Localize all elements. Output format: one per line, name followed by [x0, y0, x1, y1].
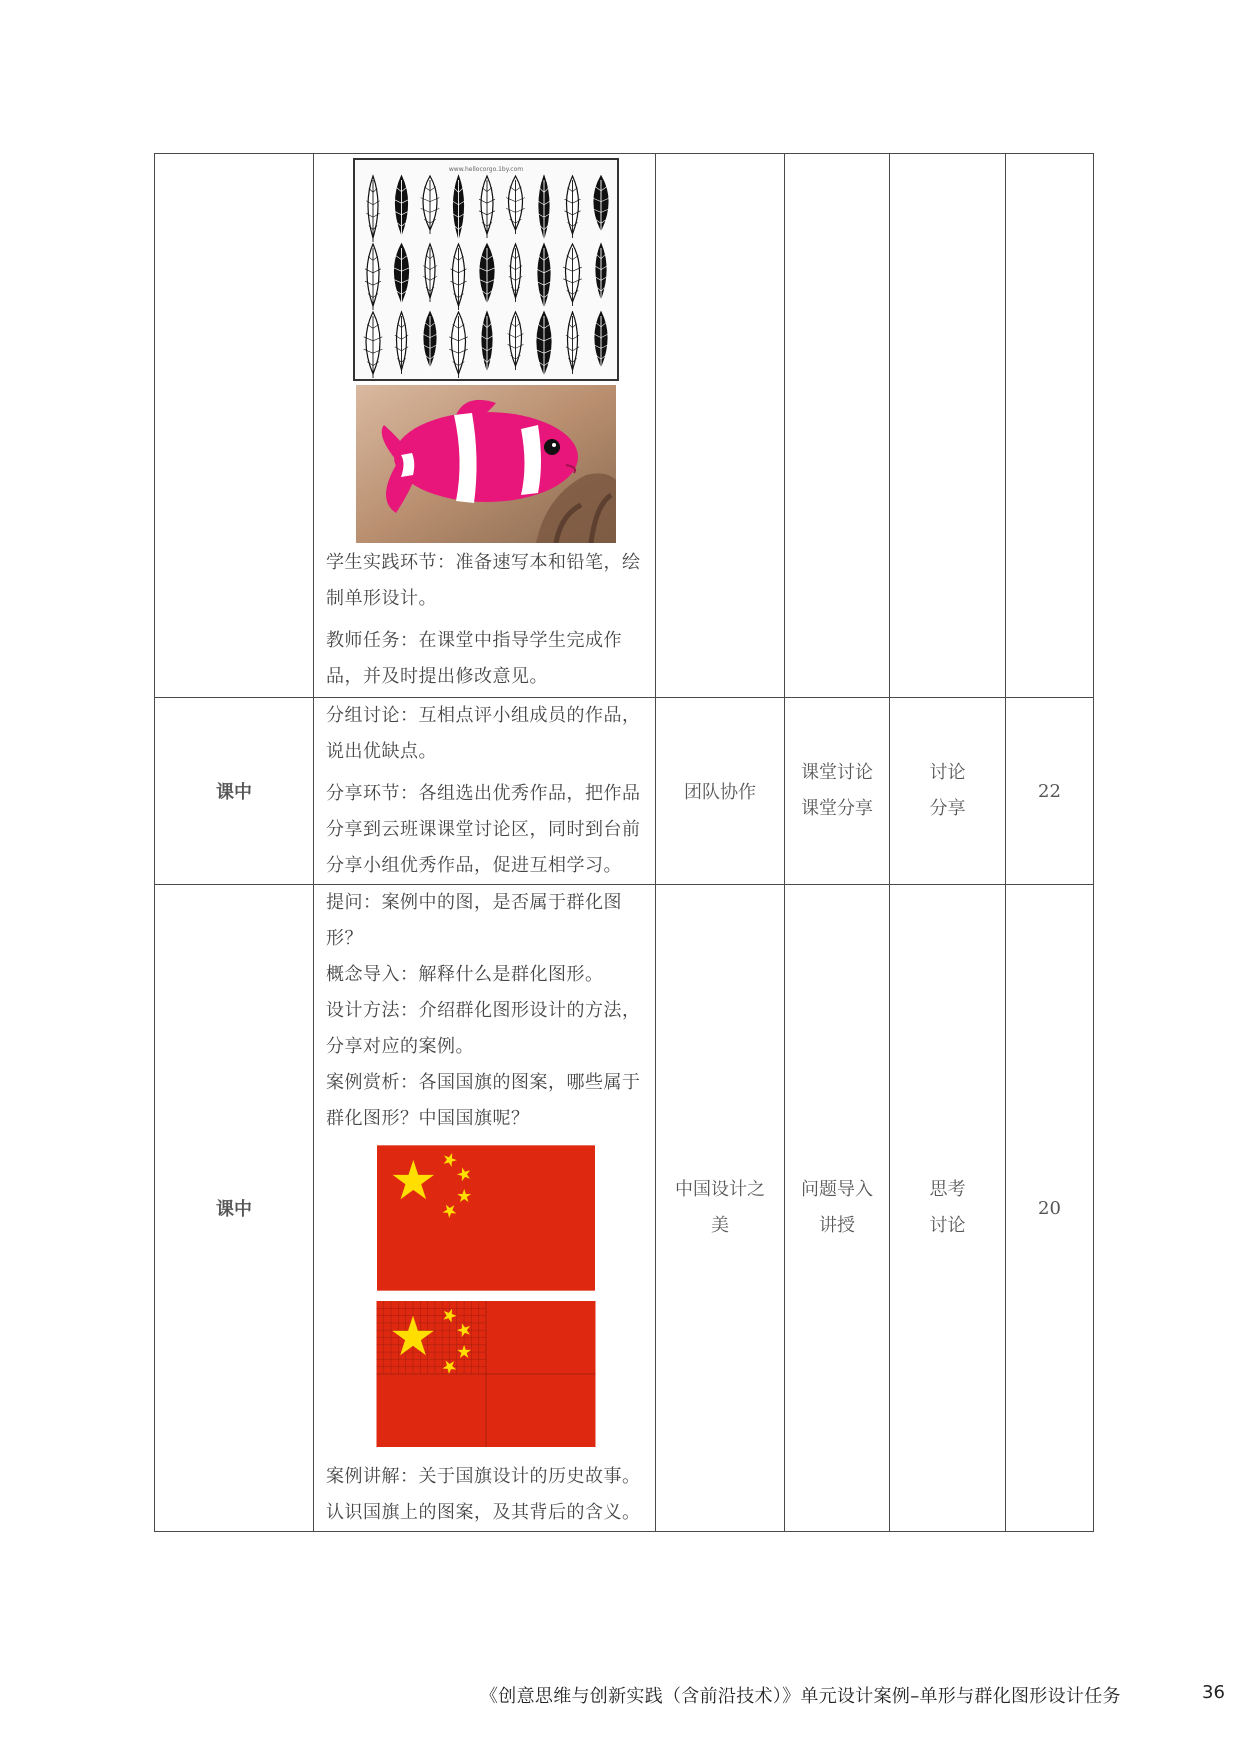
content-cell	[314, 698, 656, 885]
time-cell: 20	[1006, 885, 1094, 1532]
table-row	[155, 698, 1094, 885]
practice-text: 学生实践环节：准备速写本和铅笔，绘制单形设计。	[326, 552, 641, 609]
footer-title: 《创意思维与创新实践（含前沿技术）》单元设计案例–单形与群化图形设计任务	[480, 1686, 1121, 1707]
goal-cell: 团队协作	[656, 698, 785, 885]
method-cell: 问题导入 讲授	[785, 885, 890, 1532]
goal-cell: 中国设计之 美	[656, 885, 785, 1532]
concept-text: 概念导入：解释什么是群化图形。	[326, 964, 604, 985]
stage-cell: 课中	[155, 698, 314, 885]
stage-cell: 课中	[155, 885, 314, 1532]
content-cell	[314, 885, 656, 1532]
page-number: 36	[1202, 1682, 1225, 1703]
lesson-plan-table	[154, 153, 1094, 1532]
case-text: 案例赏析：各国国旗的图案，哪些属于群化图形？中国国旗呢？	[326, 1072, 641, 1129]
chinese-flag-image	[377, 1145, 595, 1291]
stage-cell	[155, 154, 314, 698]
chinese-flag-grid-image	[374, 1301, 598, 1447]
time-cell	[1006, 154, 1094, 698]
teacher-task-text: 教师任务：在课堂中指导学生完成作品，并及时提出修改意见。	[326, 630, 622, 687]
sharing-text: 分享环节：各组选出优秀作品，把作品分享到云班课课堂讨论区，同时到台前分享小组优秀作品，促进互相学习。	[326, 783, 641, 876]
table-row	[155, 885, 1094, 1532]
time-cell: 22	[1006, 698, 1094, 885]
content-cell	[314, 154, 656, 698]
flag-story-text: 案例讲解：关于国旗设计的历史故事。认识国旗上的图案，及其背后的含义。	[326, 1466, 641, 1523]
method-cell	[785, 154, 890, 698]
image-watermark: www.hellocorgo.1by.com	[448, 166, 523, 173]
table-row	[155, 154, 1094, 698]
method-text: 设计方法：介绍群化图形设计的方法，分享对应的案例。	[326, 1000, 641, 1057]
activity-cell: 讨论 分享	[890, 698, 1006, 885]
activity-cell: 思考 讨论	[890, 885, 1006, 1532]
method-cell: 课堂讨论 课堂分享	[785, 698, 890, 885]
goal-cell	[656, 154, 785, 698]
leaf-pattern-image	[353, 158, 619, 381]
clownfish-image	[356, 385, 616, 543]
group-discussion-text: 分组讨论：互相点评小组成员的作品，说出优缺点。	[326, 705, 641, 762]
activity-cell	[890, 154, 1006, 698]
question-text: 提问：案例中的图，是否属于群化图形？	[326, 892, 622, 949]
